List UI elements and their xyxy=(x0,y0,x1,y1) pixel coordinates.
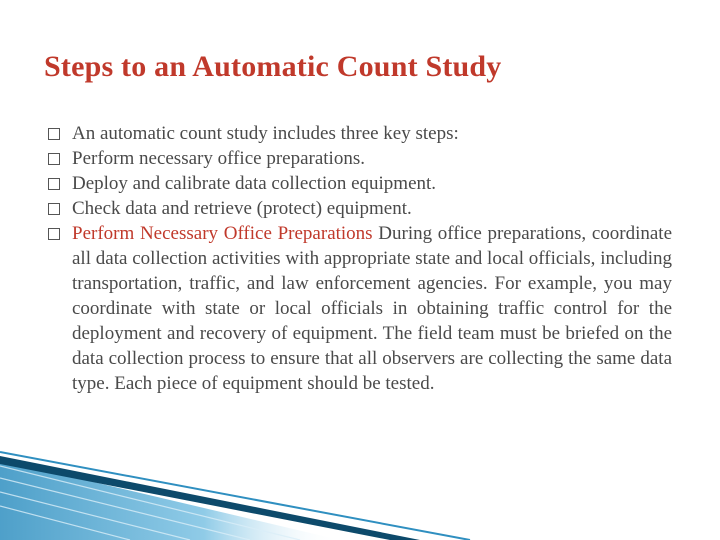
bullet-text: Deploy and calibrate data collection equipment. xyxy=(72,173,437,194)
bullet-text: Perform necessary office preparations. xyxy=(72,148,365,169)
square-bullet-icon xyxy=(48,178,60,190)
bullet-text: Check data and retrieve (protect) equipment. xyxy=(72,198,412,219)
square-bullet-icon xyxy=(48,203,60,215)
slide-title: Steps to an Automatic Count Study xyxy=(44,50,502,83)
detail-text: During office preparations, coordinate all data collection activities with appropriate state and local officials, including transportation, traffic, and law enforcement agencies. For example, you may coordinate with state or local officials in obtaining traffic control for the deployment and recovery of equipment. The field team must be briefed on the data collection process to ensure that all observers are collecting the same data type. Each piece of equipment should be tested. xyxy=(72,223,672,394)
bullet-item xyxy=(48,121,672,146)
square-bullet-icon xyxy=(48,228,60,240)
detail-paragraph xyxy=(48,221,672,396)
bullet-item xyxy=(48,196,672,221)
bullet-list xyxy=(48,121,672,396)
bullet-item xyxy=(48,146,672,171)
detail-heading: Perform Necessary Office Preparations xyxy=(72,223,373,244)
square-bullet-icon xyxy=(48,128,60,140)
square-bullet-icon xyxy=(48,153,60,165)
bullet-item xyxy=(48,171,672,196)
corner-decoration xyxy=(0,440,720,540)
bullet-text: An automatic count study includes three key steps: xyxy=(72,123,459,144)
